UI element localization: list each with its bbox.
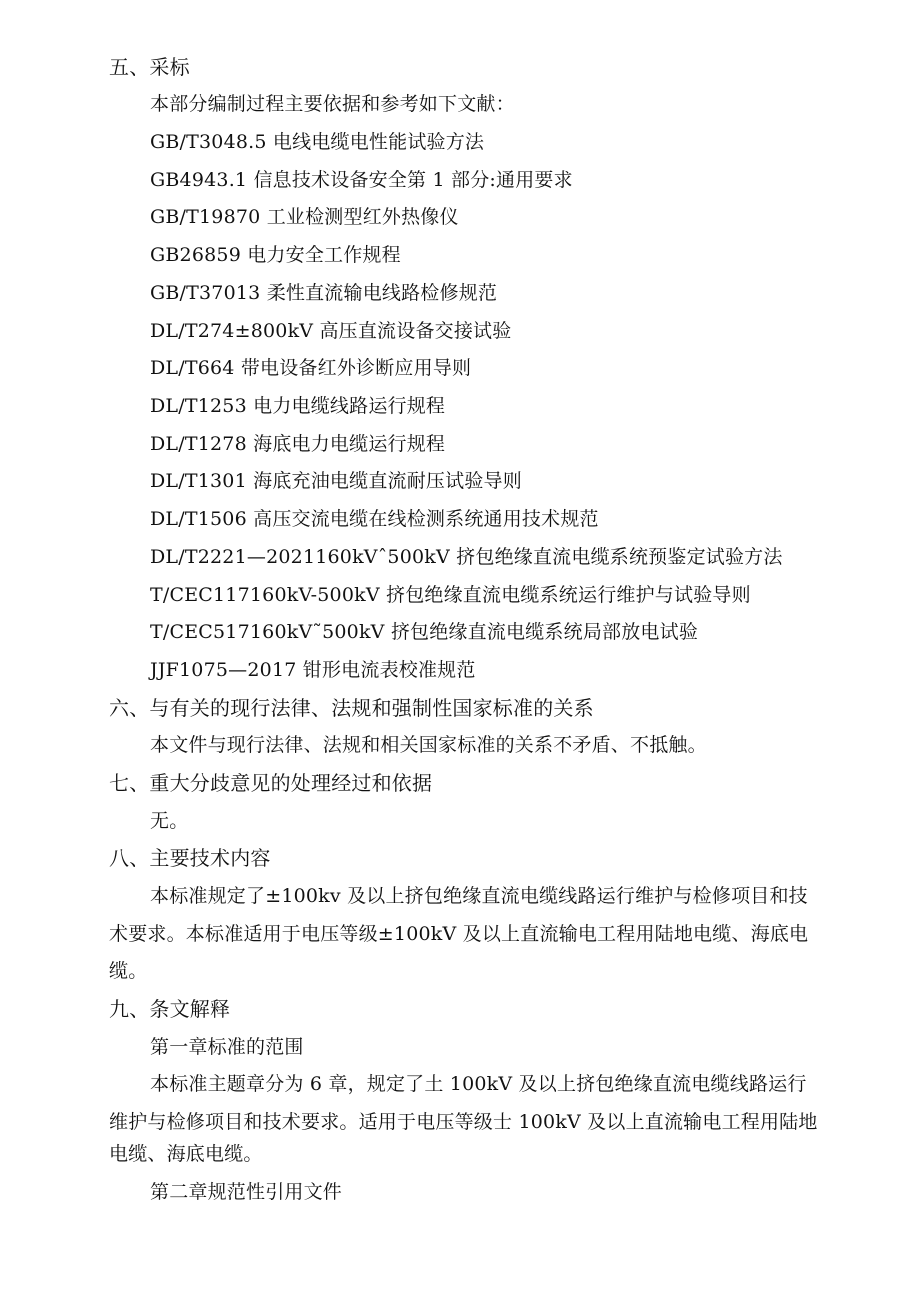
reference-item: DL/T664 带电设备红外诊断应用导则 — [150, 357, 472, 379]
reference-item: GB/T19870 工业检测型红外热像仪 — [150, 206, 459, 228]
section-8-body-line: 术要求。本标准适用于电压等级±100kV 及以上直流输电工程用陆地电缆、海底电 — [109, 923, 809, 945]
reference-item: GB/T3048.5 电线电缆电性能试验方法 — [150, 131, 485, 153]
chapter-1-body-line: 电缆、海底电缆。 — [109, 1143, 263, 1165]
section-6-body: 本文件与现行法律、法规和相关国家标准的关系不矛盾、不抵触。 — [150, 734, 707, 756]
chapter-1-body-line: 本标准主题章分为 6 章，规定了土 100kV 及以上挤包绝缘直流电缆线路运行 — [150, 1073, 807, 1095]
reference-item: DL/T1506 高压交流电缆在线检测系统通用技术规范 — [150, 508, 599, 530]
reference-item: JJF1075—2017 钳形电流表校准规范 — [150, 659, 476, 681]
reference-item: GB26859 电力安全工作规程 — [150, 244, 401, 266]
reference-item: DL/T1253 电力电缆线路运行规程 — [150, 395, 446, 417]
chapter-1-body-line: 维护与检修项目和技术要求。适用于电压等级士 100kV 及以上直流输电工程用陆地 — [109, 1111, 818, 1133]
section-9-heading: 九、条文解释 — [109, 997, 231, 1021]
section-8-body-line: 本标准规定了±100kv 及以上挤包绝缘直流电缆线路运行维护与检修项目和技 — [150, 885, 808, 907]
reference-item: DL/T2221—2021160kVˆ500kV 挤包绝缘直流电缆系统预鉴定试验方法 — [150, 546, 783, 568]
reference-item: DL/T274±800kV 高压直流设备交接试验 — [150, 320, 512, 342]
chapter-1-title: 第一章标准的范围 — [150, 1036, 304, 1058]
section-5-heading: 五、采标 — [109, 55, 190, 79]
reference-item: GB4943.1 信息技术设备安全第 1 部分:通用要求 — [150, 169, 573, 191]
reference-item: GB/T37013 柔性直流输电线路检修规范 — [150, 282, 498, 304]
reference-item: T/CEC117160kV-500kV 挤包绝缘直流电缆系统运行维护与试验导则 — [150, 584, 751, 606]
section-7-body: 无。 — [150, 810, 189, 832]
reference-item: T/CEC517160kV˜500kV 挤包绝缘直流电缆系统局部放电试验 — [150, 621, 699, 643]
section-8-body-line: 缆。 — [109, 960, 148, 982]
chapter-2-title: 第二章规范性引用文件 — [150, 1181, 343, 1203]
section-5-intro: 本部分编制过程主要依据和参考如下文献： — [150, 93, 515, 115]
reference-item: DL/T1301 海底充油电缆直流耐压试验导则 — [150, 470, 522, 492]
section-8-heading: 八、主要技术内容 — [109, 846, 271, 870]
section-6-heading: 六、与有关的现行法律、法规和强制性国家标准的关系 — [109, 696, 594, 720]
section-7-heading: 七、重大分歧意见的处理经过和依据 — [109, 771, 433, 795]
reference-item: DL/T1278 海底电力电缆运行规程 — [150, 433, 446, 455]
